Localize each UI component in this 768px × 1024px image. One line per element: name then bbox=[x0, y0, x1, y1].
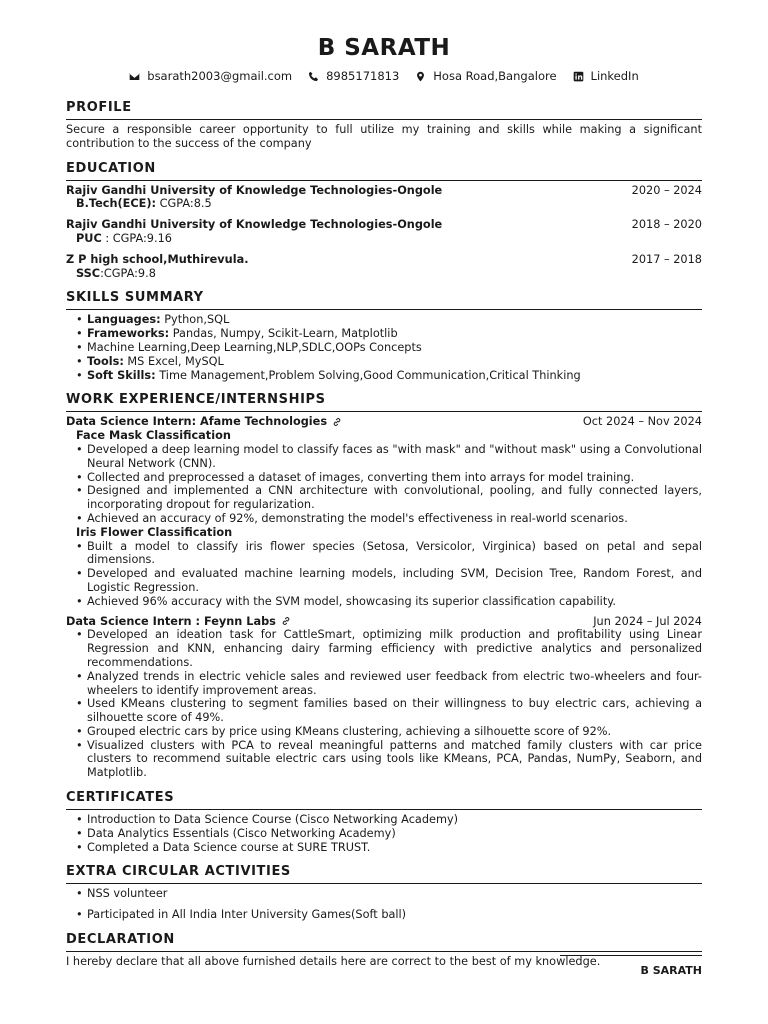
list-item bbox=[76, 355, 702, 369]
profile-section bbox=[66, 100, 702, 151]
skill-value: Pandas, Numpy, Scikit-Learn, Matplotlib bbox=[169, 327, 398, 341]
education-entry bbox=[66, 253, 702, 281]
project-title: Iris Flower Classification bbox=[76, 525, 233, 539]
project-bullets bbox=[66, 443, 702, 526]
job-header bbox=[66, 615, 702, 629]
institution-name: Rajiv Gandhi University of Knowledge Technologies-Ongole bbox=[66, 183, 443, 197]
skill-label: Tools: bbox=[87, 354, 124, 368]
candidate-name: B SARATH bbox=[317, 35, 451, 61]
job-dates: Jun 2024 – Jul 2024 bbox=[593, 614, 702, 628]
link-icon bbox=[332, 417, 342, 427]
skills-list bbox=[66, 313, 702, 382]
degree-score: :CGPA:9.8 bbox=[100, 266, 156, 280]
education-dates: 2018 – 2020 bbox=[631, 218, 702, 232]
list-item: • Developed an ideation task for CattleSmart, optimizing milk production and profitability using Linear Regression and KNN, enhancing dairy farming efficiency with predictive analytics and personalized recommendations. bbox=[76, 628, 702, 669]
project-bullets bbox=[66, 540, 702, 609]
education-dates: 2017 – 2018 bbox=[631, 252, 702, 266]
list-item: • Analyzed trends in electric vehicle sales and reviewed user feedback from electric two-wheelers and four-wheelers to identify improvement areas. bbox=[76, 670, 702, 698]
degree-label: SSC bbox=[76, 266, 101, 280]
education-entry bbox=[66, 218, 702, 246]
list-item: • Developed a deep learning model to classify faces as "with mask" and "without mask" using a Convolutional Neural Network (CNN). bbox=[76, 443, 702, 471]
skill-label: Languages: bbox=[87, 313, 161, 327]
section-title-experience: WORK EXPERIENCE/INTERNSHIPS bbox=[66, 392, 702, 412]
linkedin-link: LinkedIn bbox=[590, 69, 639, 84]
job-role[interactable] bbox=[66, 615, 291, 629]
list-item: • Visualized clusters with PCA to reveal meaningful patterns and matched family clusters with car price clusters to recommend suitable electric cars using tools like KMeans, PCA, Pandas, NumPy, Seaborn, and Matplotlib. bbox=[76, 739, 702, 780]
list-item: • NSS volunteer bbox=[76, 887, 702, 901]
contact-location bbox=[415, 70, 556, 84]
skill-value: Time Management,Problem Solving,Good Communication,Critical Thinking bbox=[155, 368, 581, 382]
list-item bbox=[76, 327, 702, 341]
signature-name: B SARATH bbox=[640, 964, 702, 977]
section-title-activities: EXTRA CIRCULAR ACTIVITIES bbox=[66, 864, 702, 884]
degree-score: : CGPA:9.16 bbox=[101, 231, 172, 245]
location-icon bbox=[415, 71, 426, 82]
institution-name: Rajiv Gandhi University of Knowledge Technologies-Ongole bbox=[66, 218, 443, 232]
section-title-declaration: DECLARATION bbox=[66, 932, 702, 952]
declaration-section bbox=[66, 932, 702, 969]
phone-text: 8985171813 bbox=[326, 69, 400, 84]
job-role-text: Data Science Intern : Feynn Labs bbox=[66, 614, 276, 628]
section-title-skills: SKILLS SUMMARY bbox=[66, 290, 702, 310]
list-item: • Grouped electric cars by price using KMeans clustering, achieving a silhouette score of 92%. bbox=[76, 725, 702, 739]
section-title-education: EDUCATION bbox=[66, 161, 702, 181]
list-item: • Used KMeans clustering to segment families based on their willingness to buy electric cars, achieving a silhouette score of 49%. bbox=[76, 697, 702, 725]
list-item: • Achieved an accuracy of 92%, demonstrating the model's effectiveness in real-world scenarios. bbox=[76, 512, 702, 526]
list-item bbox=[76, 313, 702, 327]
certificates-list bbox=[66, 813, 702, 854]
envelope-icon bbox=[129, 71, 140, 82]
contact-phone[interactable] bbox=[308, 70, 399, 84]
location-text: Hosa Road,Bangalore bbox=[433, 69, 557, 84]
list-item bbox=[76, 369, 702, 383]
contact-bar bbox=[66, 64, 702, 90]
section-title-profile: PROFILE bbox=[66, 100, 702, 120]
job-bullets bbox=[66, 628, 702, 780]
activities-list bbox=[66, 887, 702, 922]
list-item: • Completed a Data Science course at SURE TRUST. bbox=[76, 841, 702, 855]
skill-label: Soft Skills: bbox=[87, 368, 156, 382]
profile-text: Secure a responsible career opportunity to full utilize my training and skills while making a significant contribution to the success of the company bbox=[66, 123, 702, 150]
job-dates: Oct 2024 – Nov 2024 bbox=[582, 415, 702, 429]
experience-section bbox=[66, 392, 702, 780]
list-item: • Participated in All India Inter University Games(Soft ball) bbox=[76, 908, 702, 922]
job-role-text: Data Science Intern: Afame Technologies bbox=[66, 415, 328, 429]
list-item: • Developed and evaluated machine learning models, including SVM, Decision Tree, Random Forest, and Logistic Regression. bbox=[76, 567, 702, 595]
contact-linkedin[interactable] bbox=[573, 70, 639, 84]
phone-icon bbox=[308, 71, 319, 82]
institution-name: Z P high school,Muthirevula. bbox=[66, 252, 249, 266]
skill-value: Machine Learning,Deep Learning,NLP,SDLC,OOPs Concepts bbox=[87, 340, 422, 354]
skill-label: Frameworks: bbox=[87, 327, 170, 341]
contact-email[interactable] bbox=[129, 70, 292, 84]
list-item: • Achieved 96% accuracy with the SVM model, showcasing its superior classification capability. bbox=[76, 595, 702, 609]
list-item: • Collected and preprocessed a dataset of images, converting them into arrays for model training. bbox=[76, 471, 702, 485]
list-item: • Built a model to classify iris flower species (Setosa, Versicolor, Virginica) based on petal and sepal dimensions. bbox=[76, 540, 702, 568]
list-item: • Data Analytics Essentials (Cisco Networking Academy) bbox=[76, 827, 702, 841]
signature-line bbox=[560, 955, 702, 956]
link-icon bbox=[281, 616, 291, 626]
skill-value: Python,SQL bbox=[160, 313, 230, 327]
education-entry bbox=[66, 184, 702, 212]
degree-label: B.Tech(ECE): bbox=[76, 197, 157, 211]
project-title: Face Mask Classification bbox=[76, 429, 231, 443]
education-section bbox=[66, 161, 702, 281]
list-item: • Introduction to Data Science Course (Cisco Networking Academy) bbox=[76, 813, 702, 827]
email-text: bsarath2003@gmail.com bbox=[147, 69, 293, 84]
degree-score: CGPA:8.5 bbox=[156, 197, 212, 211]
job-role[interactable] bbox=[66, 415, 342, 429]
education-dates: 2020 – 2024 bbox=[631, 183, 702, 197]
declaration-text: I hereby declare that all above furnished details here are correct to the best of my knowledge. bbox=[66, 955, 601, 969]
list-item: • Designed and implemented a CNN architecture with convolutional, pooling, and fully connected layers, incorporating dropout for regularization. bbox=[76, 484, 702, 512]
skill-value: MS Excel, MySQL bbox=[123, 354, 224, 368]
job-header bbox=[66, 415, 702, 429]
certificates-section bbox=[66, 790, 702, 854]
skills-section bbox=[66, 290, 702, 382]
degree-label: PUC bbox=[76, 231, 102, 245]
activities-section bbox=[66, 864, 702, 922]
linkedin-icon bbox=[573, 71, 584, 82]
section-title-certificates: CERTIFICATES bbox=[66, 790, 702, 810]
list-item bbox=[76, 341, 702, 355]
